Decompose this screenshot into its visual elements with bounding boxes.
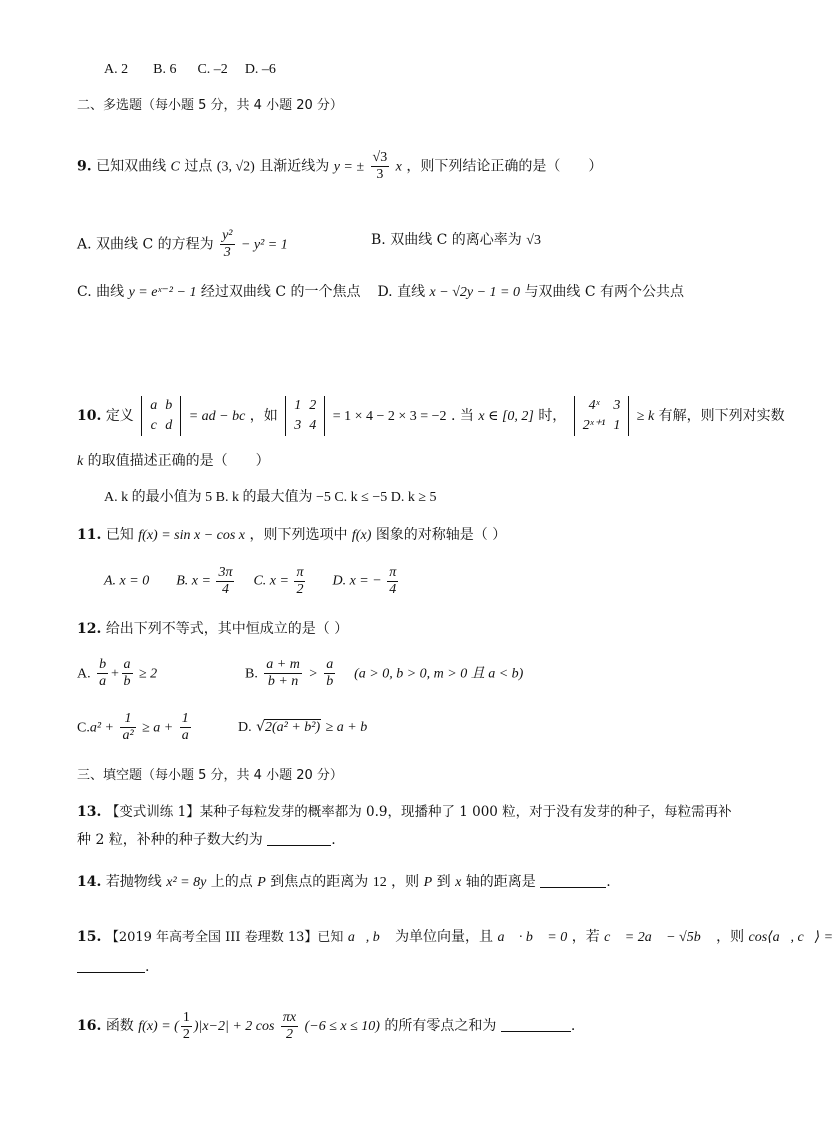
q9-option-b	[371, 231, 541, 250]
det-cell: 3	[294, 418, 302, 433]
frac-num: b	[99, 657, 107, 672]
question-12	[77, 620, 348, 638]
answer-blank[interactable]	[77, 958, 145, 973]
q13-line-2	[77, 831, 336, 849]
q11-option-d: D. x = −	[332, 573, 382, 589]
period: .	[145, 959, 150, 975]
option-text: 与双曲线 C 有两个公共点	[524, 284, 685, 300]
frac-den: b	[123, 674, 131, 689]
q11-d-fraction	[387, 565, 398, 598]
q10-text: 时，	[538, 408, 567, 424]
question-11	[77, 526, 506, 545]
option-math: x − √2y − 1 = 0	[429, 285, 520, 300]
question-10	[77, 396, 785, 437]
option-label: D.	[238, 720, 252, 735]
frac-num: πx	[282, 1009, 297, 1025]
frac-den: 2	[296, 582, 304, 597]
option-math: y = eˣ⁻² − 1	[128, 285, 197, 300]
frac-den: 3	[376, 167, 384, 182]
q12-option-c	[77, 711, 193, 744]
math: ≥ a +	[142, 720, 174, 736]
q16-math: f(x) = (	[138, 1019, 179, 1034]
det-cell: d	[165, 418, 173, 433]
answer-blank[interactable]	[501, 1017, 571, 1032]
option-text: A. 双曲线 C 的方程为	[77, 236, 214, 253]
question-13	[77, 803, 732, 821]
q14-math: x² = 8y	[166, 875, 207, 890]
q10-math: ≥ k	[636, 409, 655, 424]
det-cell: 3	[613, 398, 621, 413]
frac-num: 1	[182, 1009, 190, 1025]
q12-text: 给出下列不等式，其中恒成立的是（ ）	[105, 621, 349, 637]
question-16	[77, 1007, 575, 1046]
q14-math: 12	[372, 875, 387, 890]
q9-point: (3, √2)	[216, 159, 255, 175]
option-text: 经过双曲线 C 的一个焦点	[200, 284, 361, 300]
question-number: 12.	[77, 621, 102, 637]
q9-text: 已知双曲线	[96, 158, 167, 175]
question-14	[77, 873, 611, 892]
q9-text: ，则下列结论正确的是（ ）	[406, 158, 603, 175]
q11-option-a: A. x = 0	[104, 573, 150, 589]
frac-num: a + m	[266, 657, 300, 672]
question-9	[77, 150, 602, 183]
frac-num: π	[296, 565, 304, 580]
q9-x: x	[395, 159, 402, 175]
question-number: 16.	[77, 1018, 102, 1034]
frac-num: 1	[120, 711, 135, 728]
q10-line-2	[77, 452, 270, 471]
option-math: − y² = 1	[240, 237, 288, 253]
op: >	[308, 666, 318, 682]
det-cell: 4ˣ	[588, 398, 600, 413]
q10-text: 有解，则下列对实数	[658, 408, 785, 424]
frac-den: b + n	[267, 674, 299, 689]
q9-option-a	[77, 228, 288, 261]
question-number: 9.	[77, 158, 92, 175]
q8-options	[104, 61, 276, 79]
q10-text: 定义	[105, 408, 134, 424]
q10-options: A. k 的最小值为 5 B. k 的最大值为 −5 C. k ≤ −5 D. k ≥ 5	[104, 490, 437, 505]
q14-math: P	[423, 875, 433, 890]
q15-text: ，若	[571, 929, 600, 945]
condition: (a > 0, b > 0, m > 0 且 a < b)	[354, 666, 524, 682]
frac	[281, 1010, 298, 1043]
question-number: 11.	[77, 527, 102, 543]
q9-text: 过点	[184, 158, 213, 175]
frac-den: 4	[389, 582, 397, 597]
option-text: C. 曲线	[77, 284, 125, 300]
frac	[120, 711, 135, 744]
frac	[180, 711, 191, 744]
frac-num: y²	[222, 228, 233, 243]
q13-text: 种 2 粒，补种的种子数大约为	[77, 832, 263, 848]
q10-text: 的取值描述正确的是（ ）	[87, 453, 270, 469]
det-cell: a	[150, 398, 158, 413]
q15-math: a⃗, b⃗	[347, 930, 391, 945]
q14-text: 若抛物线	[105, 874, 162, 890]
section2-title: 二、多选题（每小题 5 分，共 4 小题 20 分）	[77, 98, 343, 113]
q15-math: c⃗ = 2a⃗ − √5b⃗	[604, 930, 712, 945]
det-cell: 1	[613, 418, 621, 433]
q12-option-d	[238, 718, 367, 737]
question-number: 14.	[77, 874, 102, 890]
answer-blank[interactable]	[267, 831, 331, 846]
q11-text: 已知	[105, 527, 134, 543]
q12-option-a	[77, 657, 157, 690]
q15-math: a⃗ · b⃗ = 0	[497, 930, 568, 945]
q11-text: 图象的对称轴是（ ）	[375, 527, 507, 543]
q9-option-c-d	[77, 283, 684, 302]
q10-text: . 当	[451, 408, 474, 424]
det-cell: 1	[294, 398, 302, 413]
period: .	[606, 874, 611, 890]
math: a² +	[89, 720, 114, 736]
frac-den: a	[181, 728, 189, 743]
q9-var-c: C	[170, 159, 180, 175]
q10-math: x ∈ [0, 2]	[478, 409, 534, 424]
q11-c-fraction	[294, 565, 305, 598]
det-cell: 2ˣ⁺¹	[582, 418, 606, 433]
option-label: C.	[77, 720, 90, 736]
q10-determinant-3	[574, 396, 630, 436]
q10-determinant-2	[285, 396, 325, 436]
option-label: B.	[245, 666, 258, 682]
q14-math: x	[455, 875, 462, 890]
period: .	[331, 832, 336, 848]
q8-option-b: B. 6	[153, 62, 177, 77]
frac-num: 3π	[218, 565, 233, 580]
q8-option-d: D. –6	[244, 62, 276, 77]
question-number: 10.	[77, 408, 102, 424]
q9-a-fraction	[220, 228, 234, 261]
q14-text: ，则	[391, 874, 420, 890]
q11-options	[104, 565, 400, 598]
frac-den: a	[99, 674, 107, 689]
q11-option-c: C. x =	[253, 573, 289, 589]
q14-text: 轴的距离是	[465, 874, 536, 890]
q11-math: f(x)	[351, 528, 372, 543]
sqrt-content: 2(a² + b²)	[265, 720, 321, 735]
frac-num: a	[326, 657, 334, 672]
q10-math: = ad − bc	[188, 409, 246, 424]
det-cell: 2	[309, 398, 317, 413]
frac	[97, 657, 108, 690]
question-number: 15.	[77, 929, 102, 945]
q13-text: 【变式训练 1】某种子每粒发芽的概率都为 0.9，现播种了 1 000 粒，对于没有发芽的种子，每粒需再补	[105, 804, 732, 820]
q11-option-b: B. x =	[176, 573, 211, 589]
q14-math: P	[257, 875, 266, 890]
q14-text: 到焦点的距离为	[270, 874, 369, 890]
frac-den: a²	[122, 728, 134, 743]
q15-line-2	[77, 958, 149, 976]
q9-asymptote: y = ±	[333, 159, 365, 175]
frac-num: a	[123, 657, 131, 672]
section3-title: 三、填空题（每小题 5 分，共 4 小题 20 分）	[77, 768, 343, 783]
frac	[122, 657, 133, 690]
q10-math: = 1 × 4 − 2 × 3 = −2	[332, 409, 447, 424]
frac-den: 3	[223, 245, 231, 260]
q15-text: 【2019 年高考全国 III 卷理数 13】已知	[105, 930, 344, 945]
frac-den: 2	[182, 1026, 190, 1042]
frac-num: π	[389, 565, 397, 580]
frac	[324, 657, 335, 690]
q10-k: k	[77, 454, 84, 469]
frac-num: √3	[372, 150, 388, 165]
q10-text: ，如	[249, 408, 278, 424]
q16-math: )|x−2| + 2 cos	[193, 1019, 275, 1034]
q16-text: 函数	[105, 1018, 134, 1034]
q16-text: 的所有零点之和为	[384, 1018, 497, 1034]
q10-determinant-1	[141, 396, 181, 436]
det-cell: 4	[309, 418, 317, 433]
q8-option-a: A. 2	[104, 62, 129, 77]
q16-math: (−6 ≤ x ≤ 10)	[304, 1019, 380, 1034]
question-number: 13.	[77, 804, 102, 820]
frac-den: b	[326, 674, 334, 689]
q9-text: 且渐近线为	[259, 158, 330, 175]
option-text: B. 双曲线 C 的离心率为	[371, 232, 522, 248]
q11-text: ，则下列选项中	[249, 527, 348, 543]
q11-math: f(x) = sin x − cos x	[138, 528, 246, 543]
q8-option-c: C. –2	[197, 62, 228, 77]
q14-text: 到	[436, 874, 451, 890]
frac	[181, 1010, 192, 1043]
q15-text: ，则	[716, 929, 745, 945]
math: ≥ a + b	[325, 720, 368, 735]
answer-blank[interactable]	[540, 873, 606, 888]
option-math: √3	[526, 233, 541, 248]
frac-den: 4	[221, 582, 229, 597]
q15-math: cos⟨a⃗, c⃗⟩ =	[748, 930, 833, 945]
frac-num: 1	[181, 711, 189, 726]
q14-text: 上的点	[210, 874, 253, 890]
op: +	[110, 666, 120, 682]
option-text: D. 直线	[377, 284, 426, 300]
q12-option-b	[245, 657, 523, 690]
frac-den: 2	[286, 1026, 294, 1042]
q9-fraction	[371, 150, 390, 183]
op: ≥ 2	[138, 666, 158, 682]
det-cell: c	[150, 418, 157, 433]
frac	[264, 657, 302, 690]
option-label: A.	[77, 666, 91, 682]
sqrt-icon: √	[256, 719, 265, 735]
q15-text: 为单位向量，且	[395, 929, 494, 945]
question-15	[77, 928, 833, 947]
det-cell: b	[165, 398, 173, 413]
period: .	[570, 1018, 576, 1034]
q11-b-fraction	[216, 565, 234, 598]
